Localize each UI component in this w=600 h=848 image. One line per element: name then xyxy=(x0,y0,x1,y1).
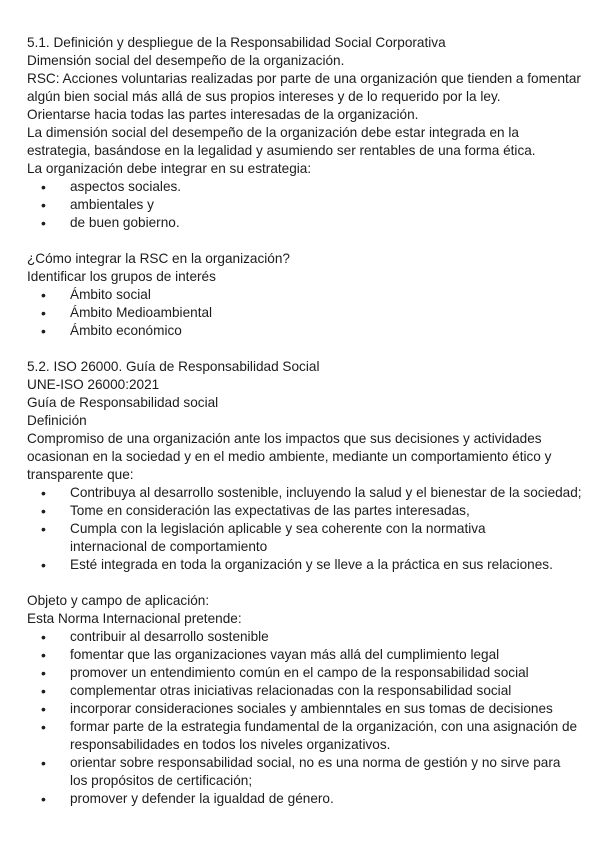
rsc-definition-line-1: RSC: Acciones voluntarias realizadas por parte de una organización que tienden a fomentar xyxy=(27,71,581,86)
standard-code: UNE-ISO 26000:2021 xyxy=(27,377,160,392)
rsc-definition-line-2: algún bien social más allá de sus propios intereses y de lo requerido por la ley. xyxy=(27,89,501,104)
integrate-list xyxy=(27,178,587,232)
guide-title: Guía de Responsabilidad social xyxy=(27,395,219,410)
scope-intro: Esta Norma Internacional pretende: xyxy=(27,611,242,626)
rsc-question: ¿Cómo integrar la RSC en la organización? xyxy=(27,251,290,266)
definition-label: Definición xyxy=(27,413,87,428)
list-item: • aspectos sociales. xyxy=(27,178,587,196)
list-item: • complementar otras iniciativas relacionadas con la responsabilidad social xyxy=(27,682,587,700)
definition-line-3: transparente que: xyxy=(27,467,134,482)
spacer xyxy=(27,232,587,250)
dimension-text-line-1: La dimensión social del desempeño de la organización debe estar integrada en la xyxy=(27,125,519,140)
spacer xyxy=(27,574,587,592)
stakeholder-identify: Identificar los grupos de interés xyxy=(27,269,216,284)
scope-title: Objeto y campo de aplicación: xyxy=(27,593,210,608)
list-item: • Esté integrada en toda la organización y se lleve a la práctica en sus relaciones. xyxy=(27,556,587,574)
list-item: • incorporar consideraciones sociales y ambienntales en sus tomas de decisiones xyxy=(27,700,587,718)
list-item: • Cumpla con la legislación aplicable y sea coherente con la normativa internacional de comportamiento xyxy=(27,520,587,556)
list-item: • Ámbito Medioambiental xyxy=(27,304,587,322)
integrate-intro: La organización debe integrar en su estrategia: xyxy=(27,161,312,176)
spacer xyxy=(27,340,587,358)
scope-list xyxy=(27,628,587,808)
list-item: • Ámbito económico xyxy=(27,322,587,340)
section-subheading: Dimensión social del desempeño de la organización. xyxy=(27,53,345,68)
section-heading-5-1: 5.1. Definición y despliegue de la Responsabilidad Social Corporativa xyxy=(27,35,446,50)
definition-line-2: ocasionan en la sociedad y en el medio ambiente, mediante un comportamiento ético y xyxy=(27,449,552,464)
scope-areas-list xyxy=(27,286,587,340)
list-item: • promover y defender la igualdad de género. xyxy=(27,790,587,808)
list-item: • ambientales y xyxy=(27,196,587,214)
list-item: • de buen gobierno. xyxy=(27,214,587,232)
definition-line-1: Compromiso de una organización ante los impactos que sus decisiones y actividades xyxy=(27,431,542,446)
list-item: • orientar sobre responsabilidad social, no es una norma de gestión y no sirve para los propósitos de certificación; xyxy=(27,754,587,790)
section-heading-5-2: 5.2. ISO 26000. Guía de Responsabilidad Social xyxy=(27,359,320,374)
dimension-text-line-2: estrategia, basándose en la legalidad y asumiendo ser rentables de una forma ética. xyxy=(27,143,536,158)
list-item: • Ámbito social xyxy=(27,286,587,304)
definition-list xyxy=(27,484,587,574)
list-item: • promover un entendimiento común en el campo de la responsabilidad social xyxy=(27,664,587,682)
orientation-text: Orientarse hacia todas las partes interesadas de la organización. xyxy=(27,107,419,122)
list-item: • contribuir al desarrollo sostenible xyxy=(27,628,587,646)
list-item: • formar parte de la estrategia fundamental de la organización, con una asignación de responsabilidades en todos los niveles organizativos. xyxy=(27,718,587,754)
document-page xyxy=(27,34,587,808)
list-item: • fomentar que las organizaciones vayan más allá del cumplimiento legal xyxy=(27,646,587,664)
list-item: • Contribuya al desarrollo sostenible, incluyendo la salud y el bienestar de la sociedad; xyxy=(27,484,587,502)
list-item: • Tome en consideración las expectativas de las partes interesadas, xyxy=(27,502,587,520)
